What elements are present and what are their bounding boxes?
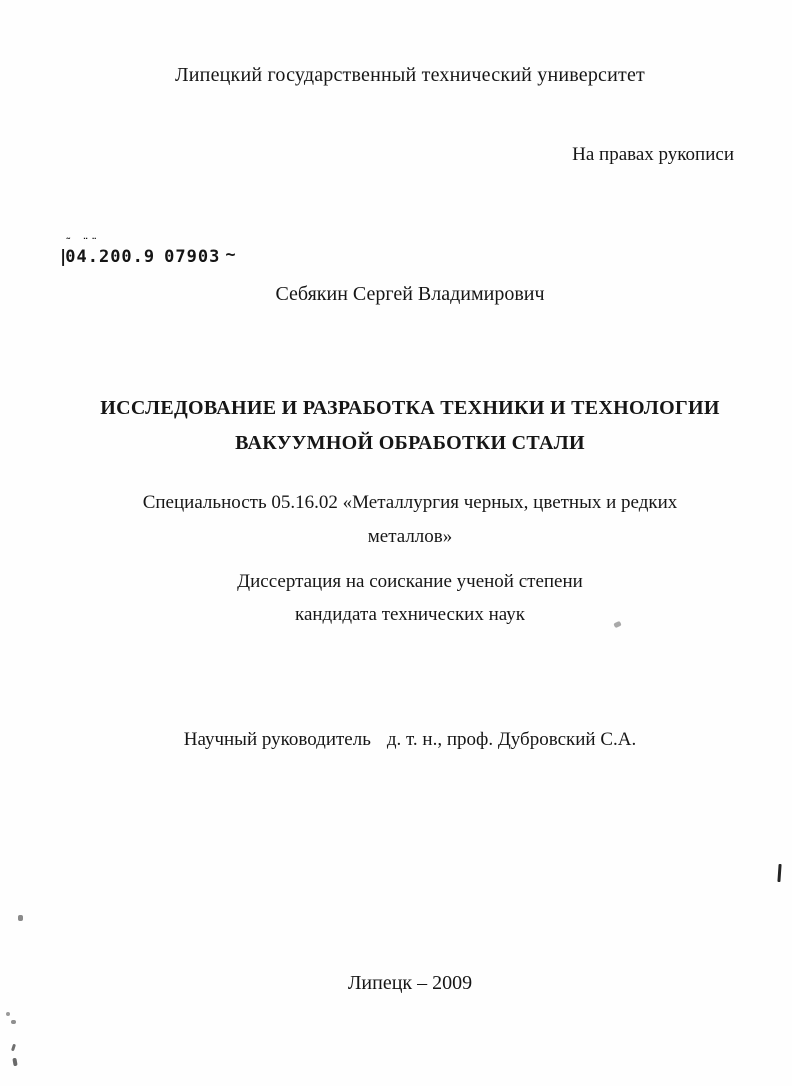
page-content <box>28 0 792 1086</box>
manuscript-rights-note: На правах рукописи <box>572 144 734 165</box>
specialty <box>28 486 792 554</box>
author-name: Себякин Сергей Владимирович <box>275 283 545 305</box>
scan-artifact <box>12 1058 17 1067</box>
specialty-line-1: Специальность 05.16.02 «Металлургия черных, цветных и редких <box>142 492 678 513</box>
supervisor-line <box>28 729 792 751</box>
dissertation-title <box>28 391 792 461</box>
title-line-1: ИССЛЕДОВАНИЕ И РАЗРАБОТКА ТЕХНИКИ И ТЕХНОЛОГИИ <box>100 397 720 419</box>
scan-artifact <box>18 915 23 921</box>
stamp-number-left: 04.200.9 <box>65 247 156 267</box>
degree-line-2: кандидата технических наук <box>295 604 525 625</box>
stamp-leading-mark: | <box>58 247 69 267</box>
scan-artifact <box>6 1012 10 1016</box>
university-name: Липецкий государственный технический университет <box>175 64 645 86</box>
supervisor-name: д. т. н., проф. Дубровский С.А. <box>386 729 637 750</box>
degree-statement <box>28 565 792 631</box>
city-year: Липецк – 2009 <box>347 972 473 994</box>
degree-line-1: Диссертация на соискание ученой степени <box>237 571 583 592</box>
stamp-number-right: 07903 <box>164 247 221 267</box>
scan-artifact <box>11 1020 16 1024</box>
stamp-top-marks: ˜ ¨¨ <box>65 236 100 249</box>
specialty-line-2: металлов» <box>367 526 453 547</box>
title-line-2: ВАКУУМНОЙ ОБРАБОТКИ СТАЛИ <box>235 432 585 454</box>
library-accession-stamp <box>58 236 237 267</box>
scan-artifact <box>11 1044 16 1052</box>
supervisor-label: Научный руководитель <box>183 729 371 750</box>
stamp-trailing-mark: ~ <box>225 245 237 265</box>
